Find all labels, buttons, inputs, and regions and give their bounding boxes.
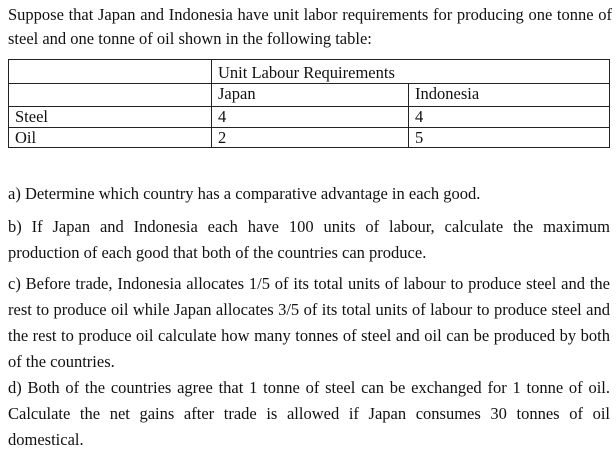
column-header-empty [9,83,211,106]
table-header-row [9,60,609,84]
table-corner-cell [9,60,211,83]
question-d: d) Both of the countries agree that 1 tonne of steel can be exchanged for 1 tonne of oil. Calculate the net gains after trade is allowed if Japan consumes 30 tonnes of oil domestical. [8,378,610,449]
table-row [9,106,609,128]
group-header-cell: Unit Labour Requirements [211,60,609,83]
row-label-oil: Oil [15,128,37,147]
question-b: b) If Japan and Indonesia each have 100 units of labour, calculate the maximum production of each good that both of the countries can produce. [8,217,610,262]
cell-oil-indonesia: 5 [408,127,609,148]
table-row [9,127,609,148]
question-c: c) Before trade, Indonesia allocates 1/5 of its total units of labour to produce steel and the rest to produce oil while Japan allocates 3/5 of its total units of labour to produce steel and the rest to produce oil calculate how many tonnes of steel and oil can be produced by both of the countries. [8,274,610,371]
column-header-indonesia: Indonesia [408,83,609,106]
cell-steel-indonesia: 4 [408,106,609,127]
row-label-steel: Steel [15,107,48,126]
column-header-japan: Japan [211,83,408,106]
table-column-header-row [9,83,609,107]
cell-steel-japan: 4 [211,106,408,127]
intro-paragraph: Suppose that Japan and Indonesia have unit labor requirements for producing one tonne of steel and one tonne of oil shown in the following table: [8,5,612,48]
cell-oil-japan: 2 [211,127,408,148]
question-a: a) Determine which country has a comparative advantage in each good. [8,184,481,203]
labour-requirements-table [8,59,610,148]
